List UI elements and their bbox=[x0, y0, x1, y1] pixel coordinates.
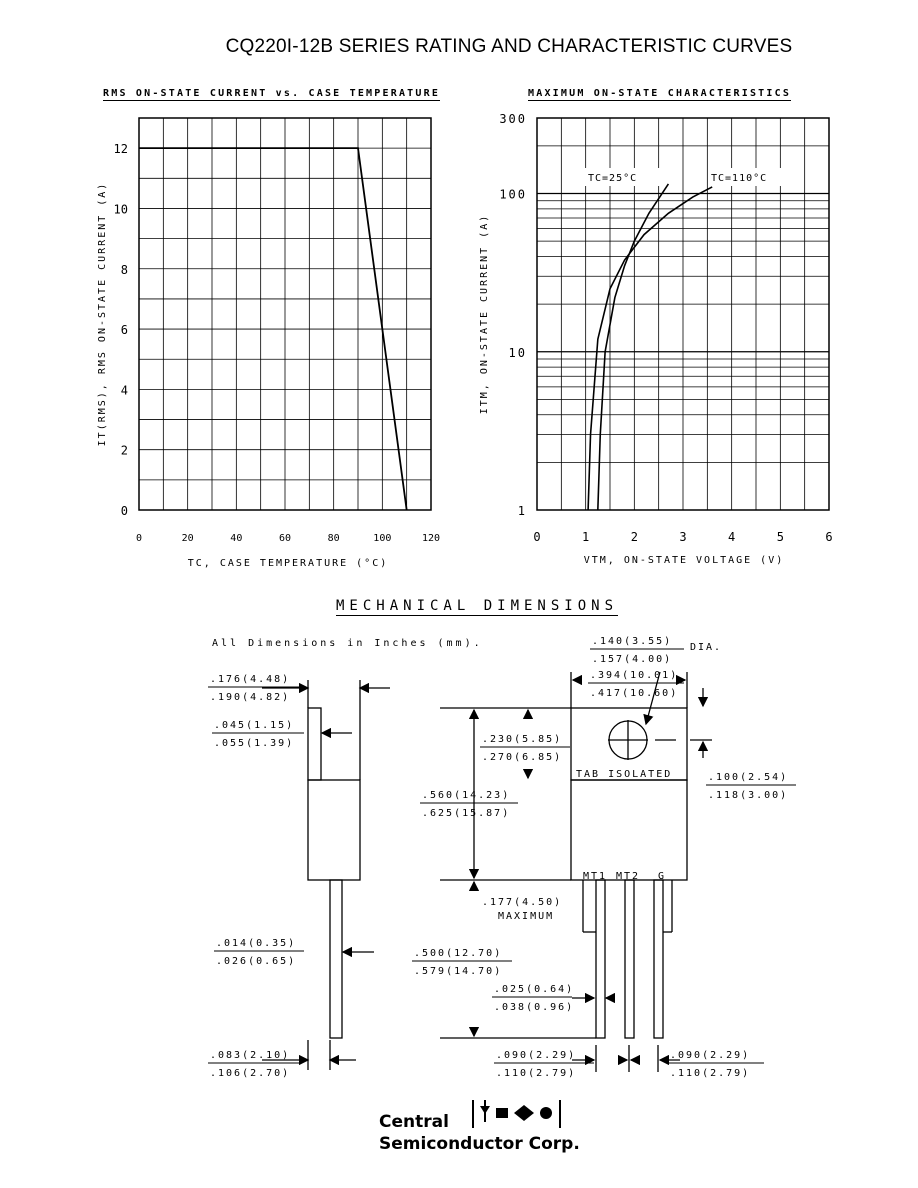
mechanical-drawing bbox=[0, 620, 918, 1090]
legend-25c: TC=25°C bbox=[588, 173, 638, 184]
pin-label-g: G bbox=[658, 871, 667, 882]
x-tick-label: 120 bbox=[421, 533, 441, 544]
y-tick-label: 8 bbox=[120, 262, 128, 277]
dim-label: .560(14.23) bbox=[422, 790, 511, 801]
dim-label: .100(2.54) bbox=[708, 772, 789, 783]
dim-label: .014(0.35) bbox=[216, 938, 297, 949]
dim-label: .417(10.60) bbox=[590, 688, 679, 699]
side-tab bbox=[308, 708, 321, 780]
right-chart-y-ticks bbox=[499, 112, 527, 518]
x-tick-label: 0 bbox=[135, 533, 143, 544]
y-tick-label: 10 bbox=[508, 345, 527, 360]
logo-line2: Semiconductor Corp. bbox=[379, 1134, 580, 1154]
x-tick-label: 20 bbox=[181, 533, 194, 544]
x-tick-label: 60 bbox=[278, 533, 292, 544]
x-tick-label: 80 bbox=[327, 533, 340, 544]
dim-label: .083(2.10) bbox=[210, 1050, 291, 1061]
x-tick-label: 5 bbox=[776, 530, 784, 544]
dim-label: .025(0.64) bbox=[494, 984, 575, 995]
y-tick-label: 4 bbox=[120, 383, 128, 398]
dim-label: .177(4.50) bbox=[482, 897, 563, 908]
dim-label: .110(2.79) bbox=[496, 1068, 577, 1079]
dim-label: .118(3.00) bbox=[708, 790, 789, 801]
y-tick-label: 100 bbox=[499, 187, 527, 202]
x-tick-label: 2 bbox=[630, 530, 638, 544]
right-chart-title: MAXIMUM ON-STATE CHARACTERISTICS bbox=[528, 88, 792, 99]
right-chart-xlabel: VTM, ON-STATE VOLTAGE (V) bbox=[583, 555, 785, 566]
dim-label: .230(5.85) bbox=[482, 734, 563, 745]
dim-label: .140(3.55) bbox=[592, 636, 673, 647]
lead-mt1 bbox=[596, 880, 605, 1038]
dim-label: .090(2.29) bbox=[670, 1050, 751, 1061]
x-tick-label: 4 bbox=[728, 530, 736, 544]
right-chart-ylabel: ITM, ON-STATE CURRENT (A) bbox=[479, 213, 490, 415]
lead-mt2 bbox=[625, 880, 634, 1038]
right-chart-x-ticks bbox=[533, 530, 832, 544]
x-tick-label: 6 bbox=[825, 530, 833, 544]
pin-label-mt2: MT2 bbox=[616, 871, 641, 882]
dim-label: .055(1.39) bbox=[214, 738, 295, 749]
y-tick-label: 300 bbox=[499, 112, 527, 126]
side-body bbox=[308, 780, 360, 880]
dim-label: .045(1.15) bbox=[214, 720, 295, 731]
dim-label: MAXIMUM bbox=[498, 911, 555, 922]
dim-label: .579(14.70) bbox=[414, 966, 503, 977]
dim-label: .625(15.87) bbox=[422, 808, 511, 819]
dim-label: .394(10.01) bbox=[590, 670, 679, 681]
logo-mark-icon bbox=[470, 1096, 570, 1132]
y-tick-label: 6 bbox=[120, 323, 128, 338]
right-chart-series-25c bbox=[598, 184, 669, 510]
dim-label: .157(4.00) bbox=[592, 654, 673, 665]
right-chart-series-110c bbox=[588, 187, 712, 510]
left-chart-ylabel: IT(RMS), RMS ON-STATE CURRENT (A) bbox=[97, 181, 108, 447]
left-chart-title: RMS ON-STATE CURRENT vs. CASE TEMPERATURE bbox=[103, 88, 441, 99]
dim-label: .026(0.65) bbox=[216, 956, 297, 967]
side-lead bbox=[330, 880, 342, 1038]
mechanical-title: MECHANICAL DIMENSIONS bbox=[336, 598, 619, 614]
dim-label: .106(2.70) bbox=[210, 1068, 291, 1079]
y-tick-label: 0 bbox=[120, 504, 128, 518]
left-chart-xlabel: TC, CASE TEMPERATURE (°C) bbox=[187, 558, 389, 569]
y-tick-label: 10 bbox=[113, 202, 128, 217]
dim-label: .176(4.48) bbox=[210, 674, 291, 685]
dim-label: .090(2.29) bbox=[496, 1050, 577, 1061]
dim-label: DIA. bbox=[690, 642, 723, 653]
x-tick-label: 0 bbox=[533, 530, 541, 544]
dim-label: .270(6.85) bbox=[482, 752, 563, 763]
dim-label: .190(4.82) bbox=[210, 692, 291, 703]
lead-g bbox=[654, 880, 663, 1038]
y-tick-label: 12 bbox=[113, 142, 128, 157]
dim-label: .500(12.70) bbox=[414, 948, 503, 959]
pin-label-mt1: MT1 bbox=[583, 871, 608, 882]
tab-isolated-label: TAB ISOLATED bbox=[576, 769, 673, 780]
logo-line1: Central bbox=[379, 1112, 449, 1132]
x-tick-label: 100 bbox=[373, 533, 392, 544]
mechanical-note: All Dimensions in Inches (mm). bbox=[212, 638, 483, 649]
dimension-labels bbox=[208, 636, 796, 1079]
y-tick-label: 2 bbox=[120, 443, 128, 458]
x-tick-label: 40 bbox=[230, 533, 243, 544]
dim-label: .110(2.79) bbox=[670, 1068, 751, 1079]
dim-label: .038(0.96) bbox=[494, 1002, 575, 1013]
x-tick-label: 3 bbox=[679, 530, 687, 544]
y-tick-label: 1 bbox=[517, 504, 527, 518]
x-tick-label: 1 bbox=[582, 530, 590, 544]
page-title: CQ220I-12B SERIES RATING AND CHARACTERISTIC CURVES bbox=[225, 36, 793, 57]
legend-110c: TC=110°C bbox=[711, 173, 768, 184]
front-body bbox=[571, 780, 687, 880]
